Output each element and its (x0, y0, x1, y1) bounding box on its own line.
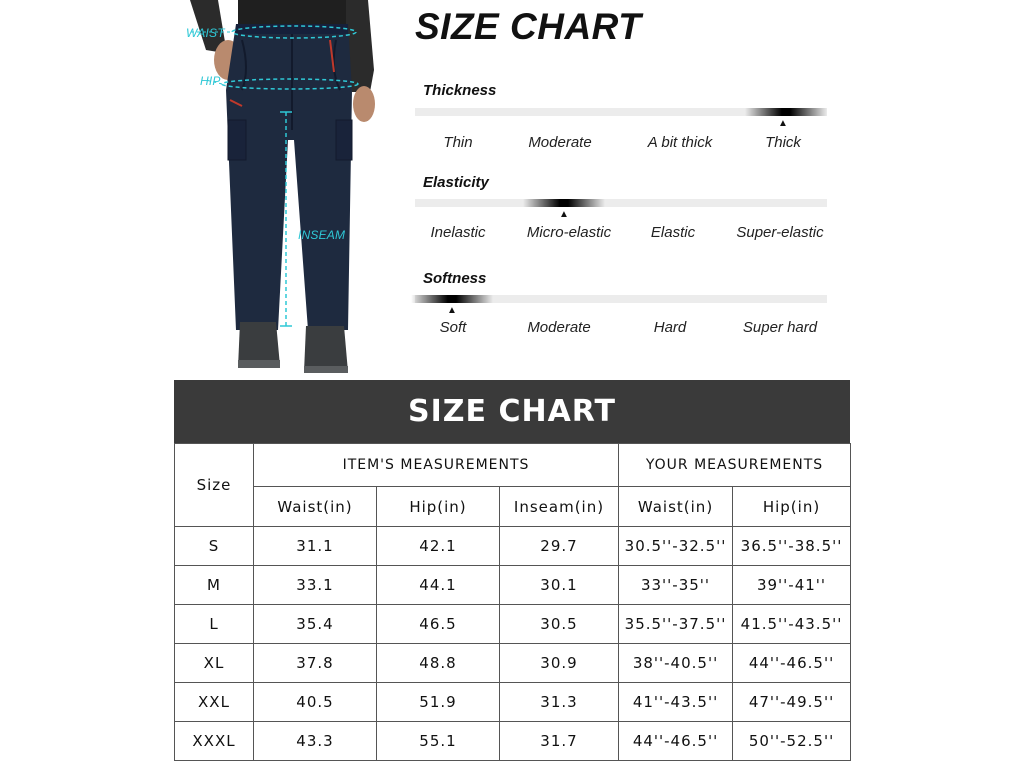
size-cell: S (175, 527, 254, 566)
size-table (174, 443, 851, 761)
table-cell: 55.1 (377, 722, 500, 761)
elasticity-option: Inelastic (430, 224, 486, 241)
softness-option: Hard (653, 319, 687, 336)
items-measurements-header: ITEM'S MEASUREMENTS (254, 444, 619, 487)
elasticity-marker (523, 199, 605, 207)
table-cell: 35.5''-37.5'' (619, 605, 733, 644)
table-cell: 50''-52.5'' (733, 722, 851, 761)
table-cell: 33.1 (254, 566, 377, 605)
table-row (175, 722, 851, 761)
size-cell: L (175, 605, 254, 644)
thickness-arrow-icon: ▲ (778, 118, 788, 129)
table-cell: 42.1 (377, 527, 500, 566)
softness-arrow-icon: ▲ (447, 305, 457, 316)
table-cell: 46.5 (377, 605, 500, 644)
pants-model-figure (170, 0, 410, 378)
table-cell: 30.1 (500, 566, 619, 605)
table-cell: 41''-43.5'' (619, 683, 733, 722)
elasticity-option: Elastic (650, 224, 696, 241)
column-header: Waist(in) (254, 487, 377, 527)
table-cell: 35.4 (254, 605, 377, 644)
table-cell: 41.5''-43.5'' (733, 605, 851, 644)
size-table-banner: SIZE CHART (174, 380, 850, 443)
column-header: Waist(in) (619, 487, 733, 527)
thickness-option: Thick (765, 134, 801, 151)
thickness-option: Moderate (528, 134, 592, 151)
table-cell: 48.8 (377, 644, 500, 683)
pants-illustration (170, 0, 410, 378)
size-cell: XXXL (175, 722, 254, 761)
column-header: Hip(in) (377, 487, 500, 527)
table-cell: 31.7 (500, 722, 619, 761)
table-row (175, 527, 851, 566)
table-cell: 36.5''-38.5'' (733, 527, 851, 566)
column-header: Inseam(in) (500, 487, 619, 527)
size-chart-title: SIZE CHART (415, 6, 642, 47)
table-cell: 30.9 (500, 644, 619, 683)
table-cell: 33''-35'' (619, 566, 733, 605)
thickness-marker (745, 108, 827, 116)
waist-label: WAIST (186, 26, 225, 40)
table-cell: 29.7 (500, 527, 619, 566)
size-table-section (174, 380, 850, 761)
table-cell: 31.3 (500, 683, 619, 722)
elasticity-option: Micro-elastic (526, 224, 612, 241)
elasticity-title: Elasticity (423, 174, 489, 191)
thickness-option: Thin (443, 134, 473, 151)
table-row (175, 566, 851, 605)
table-cell: 44''-46.5'' (733, 644, 851, 683)
size-cell: M (175, 566, 254, 605)
table-row (175, 683, 851, 722)
softness-bar (415, 295, 827, 303)
table-cell: 47''-49.5'' (733, 683, 851, 722)
softness-option: Moderate (527, 319, 591, 336)
column-header: Hip(in) (733, 487, 851, 527)
table-column-header-row (175, 487, 851, 527)
table-row (175, 644, 851, 683)
table-cell: 44.1 (377, 566, 500, 605)
softness-option: Soft (439, 319, 467, 336)
inseam-label: INSEAM (298, 228, 346, 242)
table-cell: 30.5 (500, 605, 619, 644)
table-cell: 39''-41'' (733, 566, 851, 605)
table-cell: 43.3 (254, 722, 377, 761)
table-cell: 37.8 (254, 644, 377, 683)
softness-option: Super hard (742, 319, 818, 336)
elasticity-option: Super-elastic (736, 224, 824, 241)
elasticity-arrow-icon: ▲ (559, 209, 569, 220)
table-cell: 31.1 (254, 527, 377, 566)
table-cell: 51.9 (377, 683, 500, 722)
table-cell: 44''-46.5'' (619, 722, 733, 761)
table-cell: 30.5''-32.5'' (619, 527, 733, 566)
softness-marker (411, 295, 493, 303)
size-cell: XXL (175, 683, 254, 722)
hip-label: HIP (200, 74, 221, 88)
thickness-title: Thickness (423, 82, 497, 99)
your-measurements-header: YOUR MEASUREMENTS (619, 444, 851, 487)
thickness-bar (415, 108, 827, 116)
size-cell: XL (175, 644, 254, 683)
thickness-option: A bit thick (647, 134, 713, 151)
table-cell: 40.5 (254, 683, 377, 722)
table-group-header-row (175, 444, 851, 487)
softness-title: Softness (423, 270, 487, 287)
size-header: Size (175, 444, 254, 527)
table-cell: 38''-40.5'' (619, 644, 733, 683)
elasticity-bar (415, 199, 827, 207)
table-row (175, 605, 851, 644)
